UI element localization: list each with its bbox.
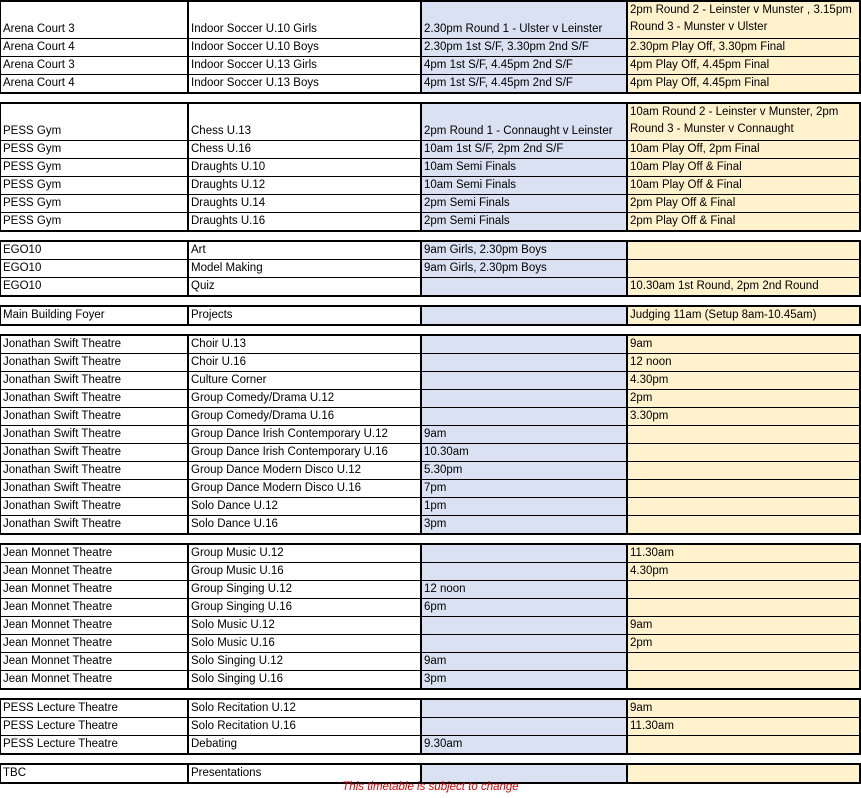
venue-cell: Jonathan Swift Theatre [1,480,189,497]
table-row [1,700,859,717]
day2-cell: 10am Play Off, 2pm Final [628,141,859,158]
timetable-section [0,334,861,535]
day2-cell: 2pm Play Off & Final [628,195,859,212]
day1-cell: 12 noon [422,581,628,598]
event-cell: Choir U.13 [189,336,422,353]
event-cell: Group Dance Irish Contemporary U.12 [189,426,422,443]
table-row [1,277,859,295]
day2-cell [628,260,859,277]
day1-cell [422,372,628,389]
day1-cell: 1pm [422,498,628,515]
table-row [1,479,859,497]
table-row [1,56,859,74]
day1-cell [422,617,628,634]
section-gap [0,94,861,102]
venue-cell: Jonathan Swift Theatre [1,462,189,479]
table-row [1,242,859,259]
day1-cell [422,563,628,580]
venue-cell: Arena Court 3 [1,2,189,38]
venue-cell: Jonathan Swift Theatre [1,444,189,461]
day1-cell: 2pm Semi Finals [422,213,628,230]
venue-cell: PESS Gym [1,104,189,140]
day2-cell: 4.30pm [628,372,859,389]
day2-cell [628,671,859,688]
table-row [1,371,859,389]
venue-cell: Arena Court 4 [1,39,189,56]
day1-cell: 3pm [422,671,628,688]
table-row [1,307,859,324]
table-row [1,443,859,461]
venue-cell: Main Building Foyer [1,307,189,324]
day2-cell: 10am Play Off & Final [628,159,859,176]
day2-cell [628,498,859,515]
day1-cell: 9am Girls, 2.30pm Boys [422,242,628,259]
table-row [1,336,859,353]
day2-cell [628,480,859,497]
day2-cell: 9am [628,336,859,353]
event-cell: Solo Recitation U.12 [189,700,422,717]
table-row [1,515,859,533]
venue-cell: Jonathan Swift Theatre [1,498,189,515]
event-cell: Solo Music U.16 [189,635,422,652]
table-row [1,616,859,634]
table-row [1,38,859,56]
footer-note: This timetable is subject to change [342,781,519,793]
table-row [1,562,859,580]
day1-cell: 3pm [422,516,628,533]
day2-cell: 10.30am 1st Round, 2pm 2nd Round [628,278,859,295]
venue-cell: Jean Monnet Theatre [1,617,189,634]
table-row [1,140,859,158]
venue-cell: Jean Monnet Theatre [1,653,189,670]
venue-cell: Arena Court 3 [1,57,189,74]
event-cell: Indoor Soccer U.13 Girls [189,57,422,74]
section-gap [0,755,861,763]
venue-cell: Jean Monnet Theatre [1,599,189,616]
event-cell: Indoor Soccer U.10 Boys [189,39,422,56]
venue-cell: PESS Gym [1,141,189,158]
day1-cell: 10.30am [422,444,628,461]
day1-cell: 9.30am [422,736,628,753]
day2-cell: 9am [628,700,859,717]
event-cell: Group Comedy/Drama U.12 [189,390,422,407]
venue-cell: Jonathan Swift Theatre [1,408,189,425]
day1-cell [422,336,628,353]
event-cell: Choir U.16 [189,354,422,371]
venue-cell: EGO10 [1,260,189,277]
day2-cell [628,242,859,259]
venue-cell: Jonathan Swift Theatre [1,372,189,389]
event-cell: Model Making [189,260,422,277]
day1-cell [422,307,628,324]
event-cell: Draughts U.10 [189,159,422,176]
venue-cell: Jonathan Swift Theatre [1,516,189,533]
venue-cell: Jonathan Swift Theatre [1,390,189,407]
day2-cell: 4pm Play Off, 4.45pm Final [628,57,859,74]
venue-cell: PESS Gym [1,195,189,212]
day1-cell: 10am Semi Finals [422,177,628,194]
day1-cell [422,354,628,371]
table-row [1,176,859,194]
venue-cell: Jonathan Swift Theatre [1,354,189,371]
table-row [1,259,859,277]
day2-cell: 11.30am [628,718,859,735]
day1-cell: 2pm Round 1 - Connaught v Leinster [422,104,628,140]
timetable-section [0,102,861,232]
table-row [1,580,859,598]
day1-cell: 9am Girls, 2.30pm Boys [422,260,628,277]
event-cell: Solo Recitation U.16 [189,718,422,735]
day2-cell [628,444,859,461]
day1-cell [422,545,628,562]
event-cell: Group Dance Modern Disco U.16 [189,480,422,497]
venue-cell: EGO10 [1,278,189,295]
day1-cell: 2.30pm Round 1 - Ulster v Leinster [422,2,628,38]
day1-cell [422,408,628,425]
table-row [1,425,859,443]
day2-cell [628,736,859,753]
day2-cell [628,462,859,479]
venue-cell: Jean Monnet Theatre [1,671,189,688]
day2-cell: 3.30pm [628,408,859,425]
table-row [1,407,859,425]
table-row [1,634,859,652]
day2-cell [628,516,859,533]
day2-cell [628,765,859,782]
table-row [1,194,859,212]
event-cell: Indoor Soccer U.10 Girls [189,2,422,38]
table-row [1,461,859,479]
event-cell: Solo Singing U.16 [189,671,422,688]
venue-cell: EGO10 [1,242,189,259]
table-row [1,212,859,230]
event-cell: Draughts U.14 [189,195,422,212]
venue-cell: PESS Lecture Theatre [1,736,189,753]
event-cell: Draughts U.16 [189,213,422,230]
day1-cell: 9am [422,653,628,670]
day2-cell: 2pm Round 2 - Leinster v Munster , 3.15pm Round 3 - Munster v Ulster [628,2,859,38]
day1-cell [422,390,628,407]
day2-cell: 2pm Play Off & Final [628,213,859,230]
table-row [1,2,859,38]
day1-cell [422,278,628,295]
table-row [1,158,859,176]
timetable-section [0,543,861,690]
day2-cell: 4pm Play Off, 4.45pm Final [628,75,859,92]
day1-cell: 4pm 1st S/F, 4.45pm 2nd S/F [422,75,628,92]
venue-cell: Jonathan Swift Theatre [1,336,189,353]
section-gap [0,232,861,240]
event-cell: Solo Dance U.16 [189,516,422,533]
event-cell: Group Music U.16 [189,563,422,580]
event-cell: Art [189,242,422,259]
event-cell: Chess U.13 [189,104,422,140]
table-row [1,717,859,735]
venue-cell: Jean Monnet Theatre [1,635,189,652]
event-cell: Projects [189,307,422,324]
day2-cell: 2.30pm Play Off, 3.30pm Final [628,39,859,56]
day1-cell [422,765,628,782]
event-cell: Group Dance Modern Disco U.12 [189,462,422,479]
venue-cell: TBC [1,765,189,782]
day2-cell [628,653,859,670]
day2-cell: 10am Play Off & Final [628,177,859,194]
section-gap [0,690,861,698]
timetable-section [0,305,861,326]
day1-cell: 10am Semi Finals [422,159,628,176]
day2-cell: 2pm [628,390,859,407]
venue-cell: PESS Lecture Theatre [1,700,189,717]
event-cell: Culture Corner [189,372,422,389]
day2-cell: Judging 11am (Setup 8am-10.45am) [628,307,859,324]
day2-cell: 10am Round 2 - Leinster v Munster, 2pm Round 3 - Munster v Connaught [628,104,859,140]
day2-cell: 12 noon [628,354,859,371]
day2-cell: 4.30pm [628,563,859,580]
day1-cell [422,700,628,717]
day2-cell: 9am [628,617,859,634]
venue-cell: Jonathan Swift Theatre [1,426,189,443]
table-row [1,353,859,371]
table-row [1,104,859,140]
venue-cell: PESS Gym [1,213,189,230]
day1-cell: 9am [422,426,628,443]
table-row [1,765,859,782]
venue-cell: PESS Gym [1,159,189,176]
day1-cell: 6pm [422,599,628,616]
table-row [1,652,859,670]
venue-cell: PESS Gym [1,177,189,194]
table-row [1,598,859,616]
event-cell: Quiz [189,278,422,295]
day1-cell: 4pm 1st S/F, 4.45pm 2nd S/F [422,57,628,74]
event-cell: Group Singing U.12 [189,581,422,598]
day2-cell [628,581,859,598]
venue-cell: Arena Court 4 [1,75,189,92]
event-cell: Debating [189,736,422,753]
table-row [1,74,859,92]
timetable-section [0,0,861,94]
event-cell: Group Singing U.16 [189,599,422,616]
day1-cell: 2.30pm 1st S/F, 3.30pm 2nd S/F [422,39,628,56]
day1-cell: 10am 1st S/F, 2pm 2nd S/F [422,141,628,158]
day2-cell [628,599,859,616]
day2-cell [628,426,859,443]
table-row [1,497,859,515]
venue-cell: Jean Monnet Theatre [1,545,189,562]
event-cell: Presentations [189,765,422,782]
timetable-section [0,240,861,297]
venue-cell: Jean Monnet Theatre [1,563,189,580]
table-row [1,545,859,562]
day1-cell [422,635,628,652]
event-cell: Group Music U.12 [189,545,422,562]
timetable-section [0,698,861,755]
section-gap [0,297,861,305]
event-cell: Solo Singing U.12 [189,653,422,670]
venue-cell: Jean Monnet Theatre [1,581,189,598]
event-cell: Group Dance Irish Contemporary U.16 [189,444,422,461]
venue-cell: PESS Lecture Theatre [1,718,189,735]
table-row [1,735,859,753]
event-cell: Solo Dance U.12 [189,498,422,515]
event-cell: Group Comedy/Drama U.16 [189,408,422,425]
day1-cell [422,718,628,735]
section-gap [0,535,861,543]
table-row [1,389,859,407]
day1-cell: 7pm [422,480,628,497]
day1-cell: 2pm Semi Finals [422,195,628,212]
day2-cell: 11.30am [628,545,859,562]
event-cell: Chess U.16 [189,141,422,158]
event-cell: Draughts U.12 [189,177,422,194]
day2-cell: 2pm [628,635,859,652]
day1-cell: 5.30pm [422,462,628,479]
event-cell: Solo Music U.12 [189,617,422,634]
event-cell: Indoor Soccer U.13 Boys [189,75,422,92]
table-row [1,670,859,688]
section-gap [0,326,861,334]
